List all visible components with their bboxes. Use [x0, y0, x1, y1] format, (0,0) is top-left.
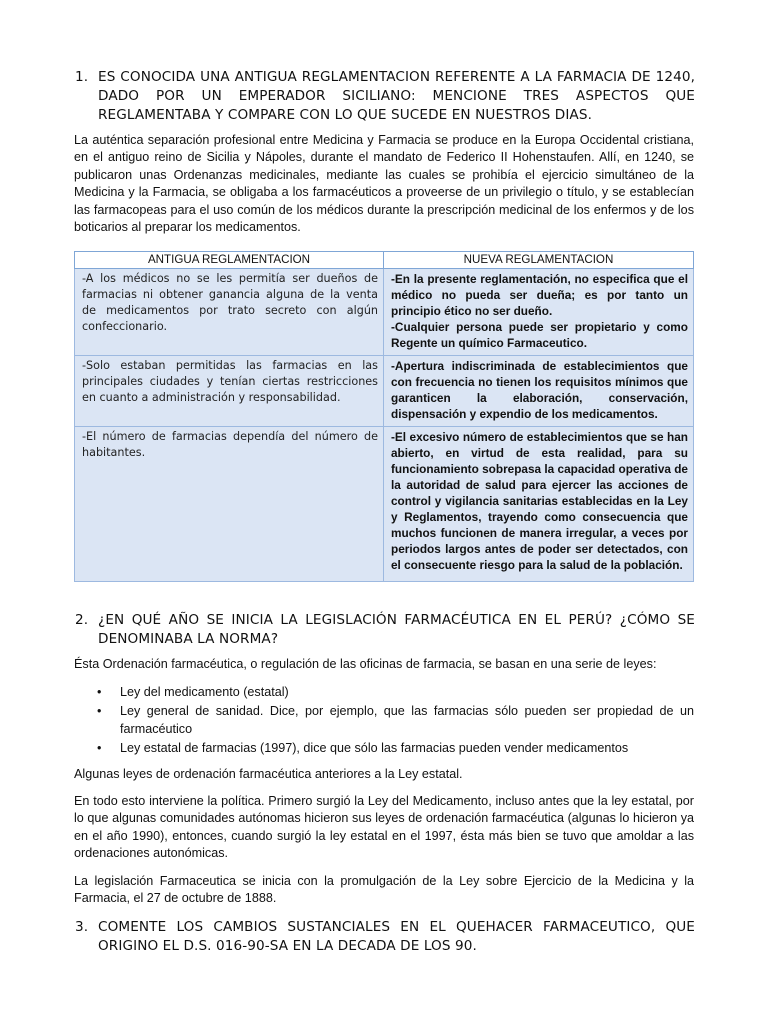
- section-2-paragraph-3: La legislación Farmaceutica se inicia con la promulgación de la Ley sobre Ejercicio de la Medicina y la Farmacia, el 27 de octubre de 1888.: [74, 874, 694, 906]
- table-cell-old: -A los médicos no se les permitía ser dueños de farmacias ni obtener ganancia alguna de la venta de medicamentos por trato secreto con algún confeccionario.: [75, 269, 384, 356]
- table-cell-text: -Apertura indiscriminada de establecimientos que con frecuencia no tienen los requisitos mínimos que garanticen la elaboración, conservación, dispensación y expendio de los medicamentos.: [391, 359, 688, 421]
- bullet-icon: •: [97, 704, 102, 719]
- table-cell-new: [384, 269, 694, 356]
- table-cell-new: [384, 356, 694, 427]
- section-2-number: 2.: [75, 612, 89, 628]
- section-2-heading: [75, 611, 695, 649]
- list-item-text: Ley del medicamento (estatal): [120, 685, 289, 699]
- table-cell-old: -El número de farmacias dependía del número de habitantes.: [75, 427, 384, 582]
- section-2-paragraph-2: En todo esto interviene la política. Primero surgió la Ley del Medicamento, incluso antes que la ley estatal, por lo que algunas comunidades autónomas hicieron sus leyes de ordenación farmacéutica (algunas lo hicieron ya en el año 1990), entonces, cuando surgió la ley estatal en el 1997, ésta más bien se tuvo que amoldar a las ordenaciones autonómicas.: [74, 794, 694, 861]
- section-3-heading-text: COMENTE LOS CAMBIOS SUSTANCIALES EN EL QUEHACER FARMACEUTICO, QUE ORIGINO EL D.S. 016-90-SA EN LA DECADA DE LOS 90.: [98, 919, 695, 954]
- section-2-intro: Ésta Ordenación farmacéutica, o regulación de las oficinas de farmacia, se basan en una serie de leyes:: [74, 657, 657, 671]
- section-2-heading-text: ¿EN QUÉ AÑO SE INICIA LA LEGISLACIÓN FARMACÉUTICA EN EL PERÚ? ¿CÓMO SE DENOMINABA LA NORMA?: [98, 612, 695, 647]
- table-header-old: ANTIGUA REGLAMENTACION: [75, 252, 384, 269]
- section-1-heading: [75, 68, 695, 125]
- section-1-heading-text: ES CONOCIDA UNA ANTIGUA REGLAMENTACION REFERENTE A LA FARMACIA DE 1240, DADO POR UN EMPERADOR SICILIANO: MENCIONE TRES ASPECTOS QUE REGLAMENTABA Y COMPARE CON LO QUE SUCEDE EN NUESTROS DIAS.: [98, 69, 695, 123]
- list-item: [74, 684, 694, 701]
- table-row: [75, 356, 694, 427]
- section-3-number: 3.: [75, 919, 89, 935]
- table-cell-old: -Solo estaban permitidas las farmacias en las principales ciudades y tenían ciertas restricciones en cuanto a administración y responsabilidad.: [75, 356, 384, 427]
- table-cell-text: -En la presente reglamentación, no especifica que el médico no pueda ser dueña; es por tanto un principio ético no ser dueño.: [391, 272, 688, 318]
- table-cell-text: -El excesivo número de establecimientos que se han abierto, en virtud de esta realidad, para su funcionamiento sobrepasa la capacidad operativa de la autoridad de salud para ejercer las acciones de control y vigilancia sanitarias establecidas en la Ley y Reglamentos, trayendo como consecuencia que muchos funcionen de manera irregular, a veces por periodos largos antes de poder ser detectados, con el consecuente riesgo para la salud de la población.: [391, 430, 688, 572]
- laws-list: [74, 684, 694, 760]
- list-item: [74, 740, 694, 757]
- section-1-paragraph: La auténtica separación profesional entre Medicina y Farmacia se produce en la Europa Occidental cristiana, en el antiguo reino de Sicilia y Nápoles, durante el mandato de Federico II Hohenstaufen. Allí, en 1240, se publicaron unas Ordenanzas medicinales, mediante las cuales se prohibía el ejercicio simultáneo de la Medicina y la Farmacia, se obligaba a los farmacéuticos a proveerse de un privilegio o título, y se establecían las farmacopeas para el uso común de los médicos durante la prescripción medicinal de los enfermos y de los boticarios al preparar los medicamentos.: [74, 133, 694, 235]
- section-1-number: 1.: [75, 69, 89, 85]
- bullet-icon: •: [97, 685, 102, 699]
- section-2-paragraph-1: Algunas leyes de ordenación farmacéutica anteriores a la Ley estatal.: [74, 767, 463, 781]
- section-3-heading: [75, 918, 695, 956]
- bullet-icon: •: [97, 741, 102, 756]
- table-cell-new: [384, 427, 694, 582]
- table-header-new: NUEVA REGLAMENTACION: [384, 252, 694, 269]
- list-item-text: Ley estatal de farmacias (1997), dice que sólo las farmacias pueden vender medicamentos: [120, 741, 629, 756]
- list-item: [74, 703, 694, 738]
- table-cell-text: -Cualquier persona puede ser propietario y como Regente un químico Farmaceutico.: [391, 320, 688, 350]
- table-row: [75, 427, 694, 582]
- table-header-row: [75, 252, 694, 269]
- list-item-text: Ley general de sanidad. Dice, por ejemplo, que las farmacias sólo pueden ser propiedad de un farmacéutico: [120, 704, 694, 736]
- comparison-table: [74, 251, 694, 582]
- table-row: [75, 269, 694, 356]
